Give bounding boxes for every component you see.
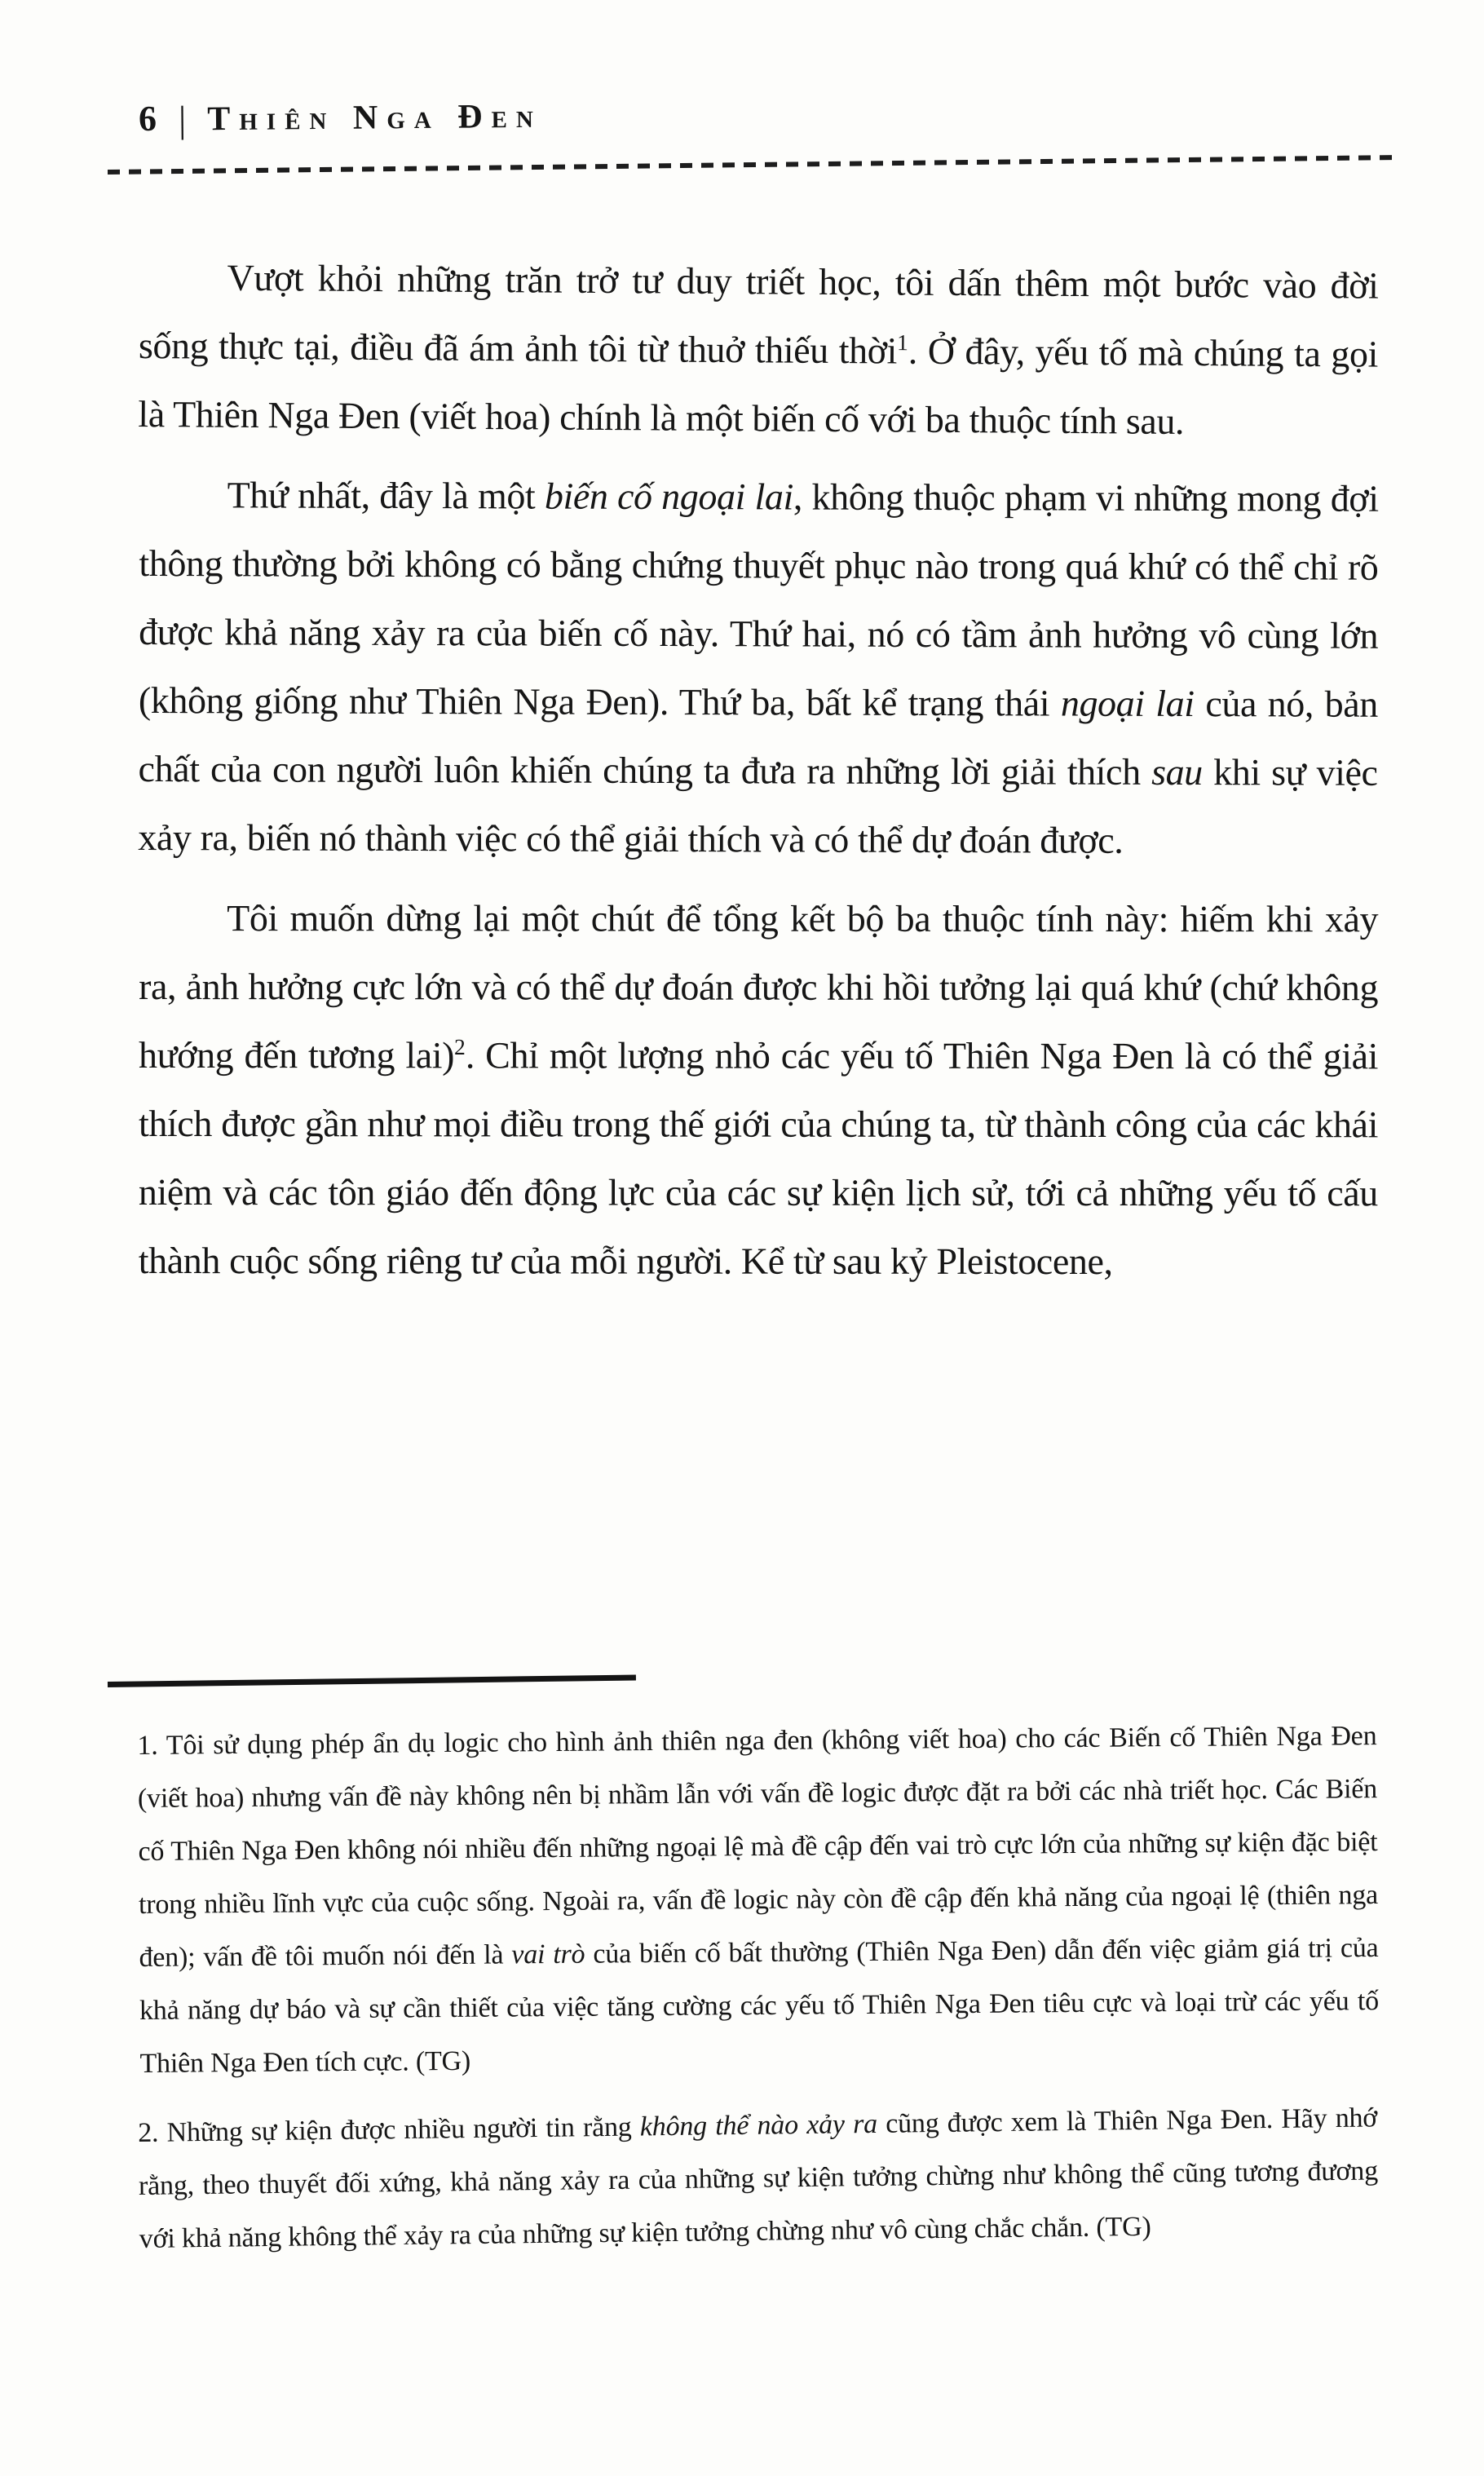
text-segment: Vượt khỏi những trăn trở tư duy triết học, tôi dấn thêm một bước vào đời sống thực tại, điều đã ám ảnh tôi từ thuở thiếu thời — [138, 256, 1379, 372]
text-segment-italic: không thể nào xảy ra — [639, 2108, 878, 2142]
text-segment: . Chỉ một lượng nhỏ các yếu tố Thiên Nga Đen là có thể giải thích được gần như mọi điều trong thế giới của chúng ta, từ thành công của các khái niệm và các tôn giáo đến động lực của các sự kiện lịch sử, tới cả những yếu tố cấu thành cuộc sống riêng tư của mỗi người. Kể từ sau kỷ Pleistocene, — [138, 1034, 1379, 1283]
page-body — [139, 243, 1378, 1307]
text-segment: . Ở đây, yếu tố mà chúng ta gọi là Thiên Nga Đen (viết hoa) chính là một biến cố với ba thuộc tính sau. — [138, 329, 1379, 442]
paragraph-2 — [138, 461, 1379, 876]
footnote-ref-1: 1 — [897, 329, 909, 356]
footnote-1 — [137, 1709, 1380, 2090]
header-dashed-rule — [108, 155, 1400, 175]
text-segment: , không thuộc phạm vi những mong đợi thông thường bởi không có bằng chứng thuyết phục nào trong quá khứ có thể chỉ rõ được khả năng xảy ra của biến cố này. Thứ hai, nó có tầm ảnh hưởng vô cùng lớn (không giống như Thiên Nga Đen). Thứ ba, bất kể trạng thái — [138, 475, 1379, 724]
text-segment: cũng được xem là Thiên Nga Đen. Hãy nhớ rằng, theo thuyết đối xứng, khả năng xảy ra của những sự kiện tưởng chừng như không thể cũng tương đương với khả năng không thể xảy ra của những sự kiện tưởng chừng như vô cùng chắc chắn. (TG) — [138, 2102, 1379, 2254]
text-segment: của biến cố bất thường (Thiên Nga Đen) dẫn đến việc giảm giá trị của khả năng dự báo và sự cần thiết của việc tăng cường các yếu tố Thiên Nga Đen tiêu cực và loại trừ các yếu tố Thiên Nga Đen tích cực. (TG) — [139, 1933, 1380, 2079]
text-segment-italic: ngoại lai — [1060, 682, 1195, 725]
text-segment-italic: sau — [1151, 750, 1203, 794]
page-number: 6 — [138, 98, 158, 139]
footnote-ref-2: 2 — [454, 1034, 466, 1060]
paragraph-3 — [139, 884, 1378, 1296]
text-segment-italic: vai trò — [511, 1939, 585, 1970]
paragraph-1 — [138, 243, 1379, 458]
footnote-2 — [138, 2091, 1379, 2266]
header-divider: | — [178, 98, 187, 140]
footnote-separator-rule — [108, 1675, 636, 1687]
text-segment: 1. Tôi sử dụng phép ẩn dụ logic cho hình ảnh thiên nga đen (không viết hoa) cho các Biến cố Thiên Nga Đen (viết hoa) nhưng vấn đề này không nên bị nhầm lẫn với vấn đề logic được đặt ra bởi các nhà triết học. Các Biến cố Thiên Nga Đen không nói nhiều đến những ngoại lệ mà đề cập đến vai trò cực lớn của những sự kiện đặc biệt trong nhiều lĩnh vực của cuộc sống. Ngoài ra, vấn đề logic này còn đề cập đến khả năng của ngoại lệ (thiên nga đen); vấn đề tôi muốn nói đến là — [137, 1721, 1379, 1973]
text-segment: Tôi muốn dừng lại một chút để tổng kết bộ ba thuộc tính này: hiếm khi xảy ra, ảnh hưởng cực lớn và có thể dự đoán được khi hồi tưởng lại quá khứ (chứ không hướng đến tương lai) — [139, 897, 1379, 1077]
page-title: Thiên Nga Đen — [207, 97, 543, 139]
text-segment: Thứ nhất, đây là một — [227, 474, 545, 517]
text-segment: của nó, bản chất của con người luôn khiến chúng ta đưa ra những lời giải thích — [138, 683, 1378, 793]
footnotes-section — [139, 1719, 1378, 2282]
text-segment: 2. Những sự kiện được nhiều người tin rằng — [137, 2111, 641, 2149]
page-header — [139, 93, 542, 139]
text-segment-italic: biến cố ngoại lai — [544, 475, 794, 518]
text-segment: khi sự việc xảy ra, biến nó thành việc có thể giải thích và có thể dự đoán được. — [138, 751, 1378, 861]
